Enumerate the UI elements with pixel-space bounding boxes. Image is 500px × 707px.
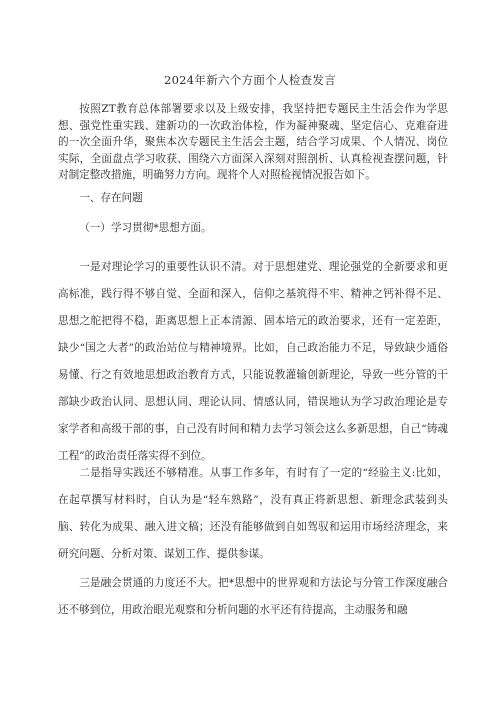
body-paragraph-1: 一是对理论学习的重要性认识不清。对于思想建党、理论强党的全新要求和更高标准，践行得不够自觉、全面和深入，信仰之基筑得不牢、精神之钙补得不足、思想之舵把得不稳，距离思想上正本清源、固本培元的政治要求，还有一定差距，缺少“国之大者”的政治站位与精神境界。比如，自己政治能力不足，导致缺少通俗易懂、行之有效地思想政治教育方式，只能说教灌输创新理论，导致一些分管的干部缺少政治认同、思想认同、理论认同、情感认同，错误地认为学习政治理论是专家学者和高级干部的事，自己没有时间和精力去学习领会这么多新思想，自己“铸魂工程”的政治责任落实得不到位。 xyxy=(58,261,448,462)
intro-paragraph: 按照ZT教育总体部署要求以及上级安排，我坚持把专题民主生活会作为学思想、强党性重实践、建新功的一次政治体检，作为凝神聚魂、坚定信心、克难奋进的一次全面升华，聚焦本次专题民主生活会主题，结合学习成果、个人情况、岗位实际，全面盘点学习收获、围绕六方面深入深刻对照剖析、认真检视查摆问题，针对制定整改措施，明确努力方向。现将个人对照检视情况报告如下。 xyxy=(58,103,448,181)
body-paragraph-3: 三是融会贯通的力度还不大。把*思想中的世界观和方法论与分管工作深度融合还不够到位，用政治眼光观察和分析问题的水平还有待提高，主动服务和融 xyxy=(58,577,448,616)
document-title: 2024年新六个方面个人检查发言 xyxy=(163,73,337,87)
subsection-heading: （一）学习贯彻*思想方面。 xyxy=(79,222,212,234)
body-paragraph-2: 二是指导实践还不够精准。从事工作多年，有时有了一定的“经验主义:比如，在起草撰写材料时，自认为是“轻车熟路”，没有真正将新思想、新理念武装到头脑、转化为成果、融入进文稿；还没有能够做到自如驾驭和运用市场经济理念，来研究问题、分析对策、谋划工作、提供参谋。 xyxy=(58,467,448,560)
section-heading: 一、存在问题 xyxy=(79,192,143,204)
